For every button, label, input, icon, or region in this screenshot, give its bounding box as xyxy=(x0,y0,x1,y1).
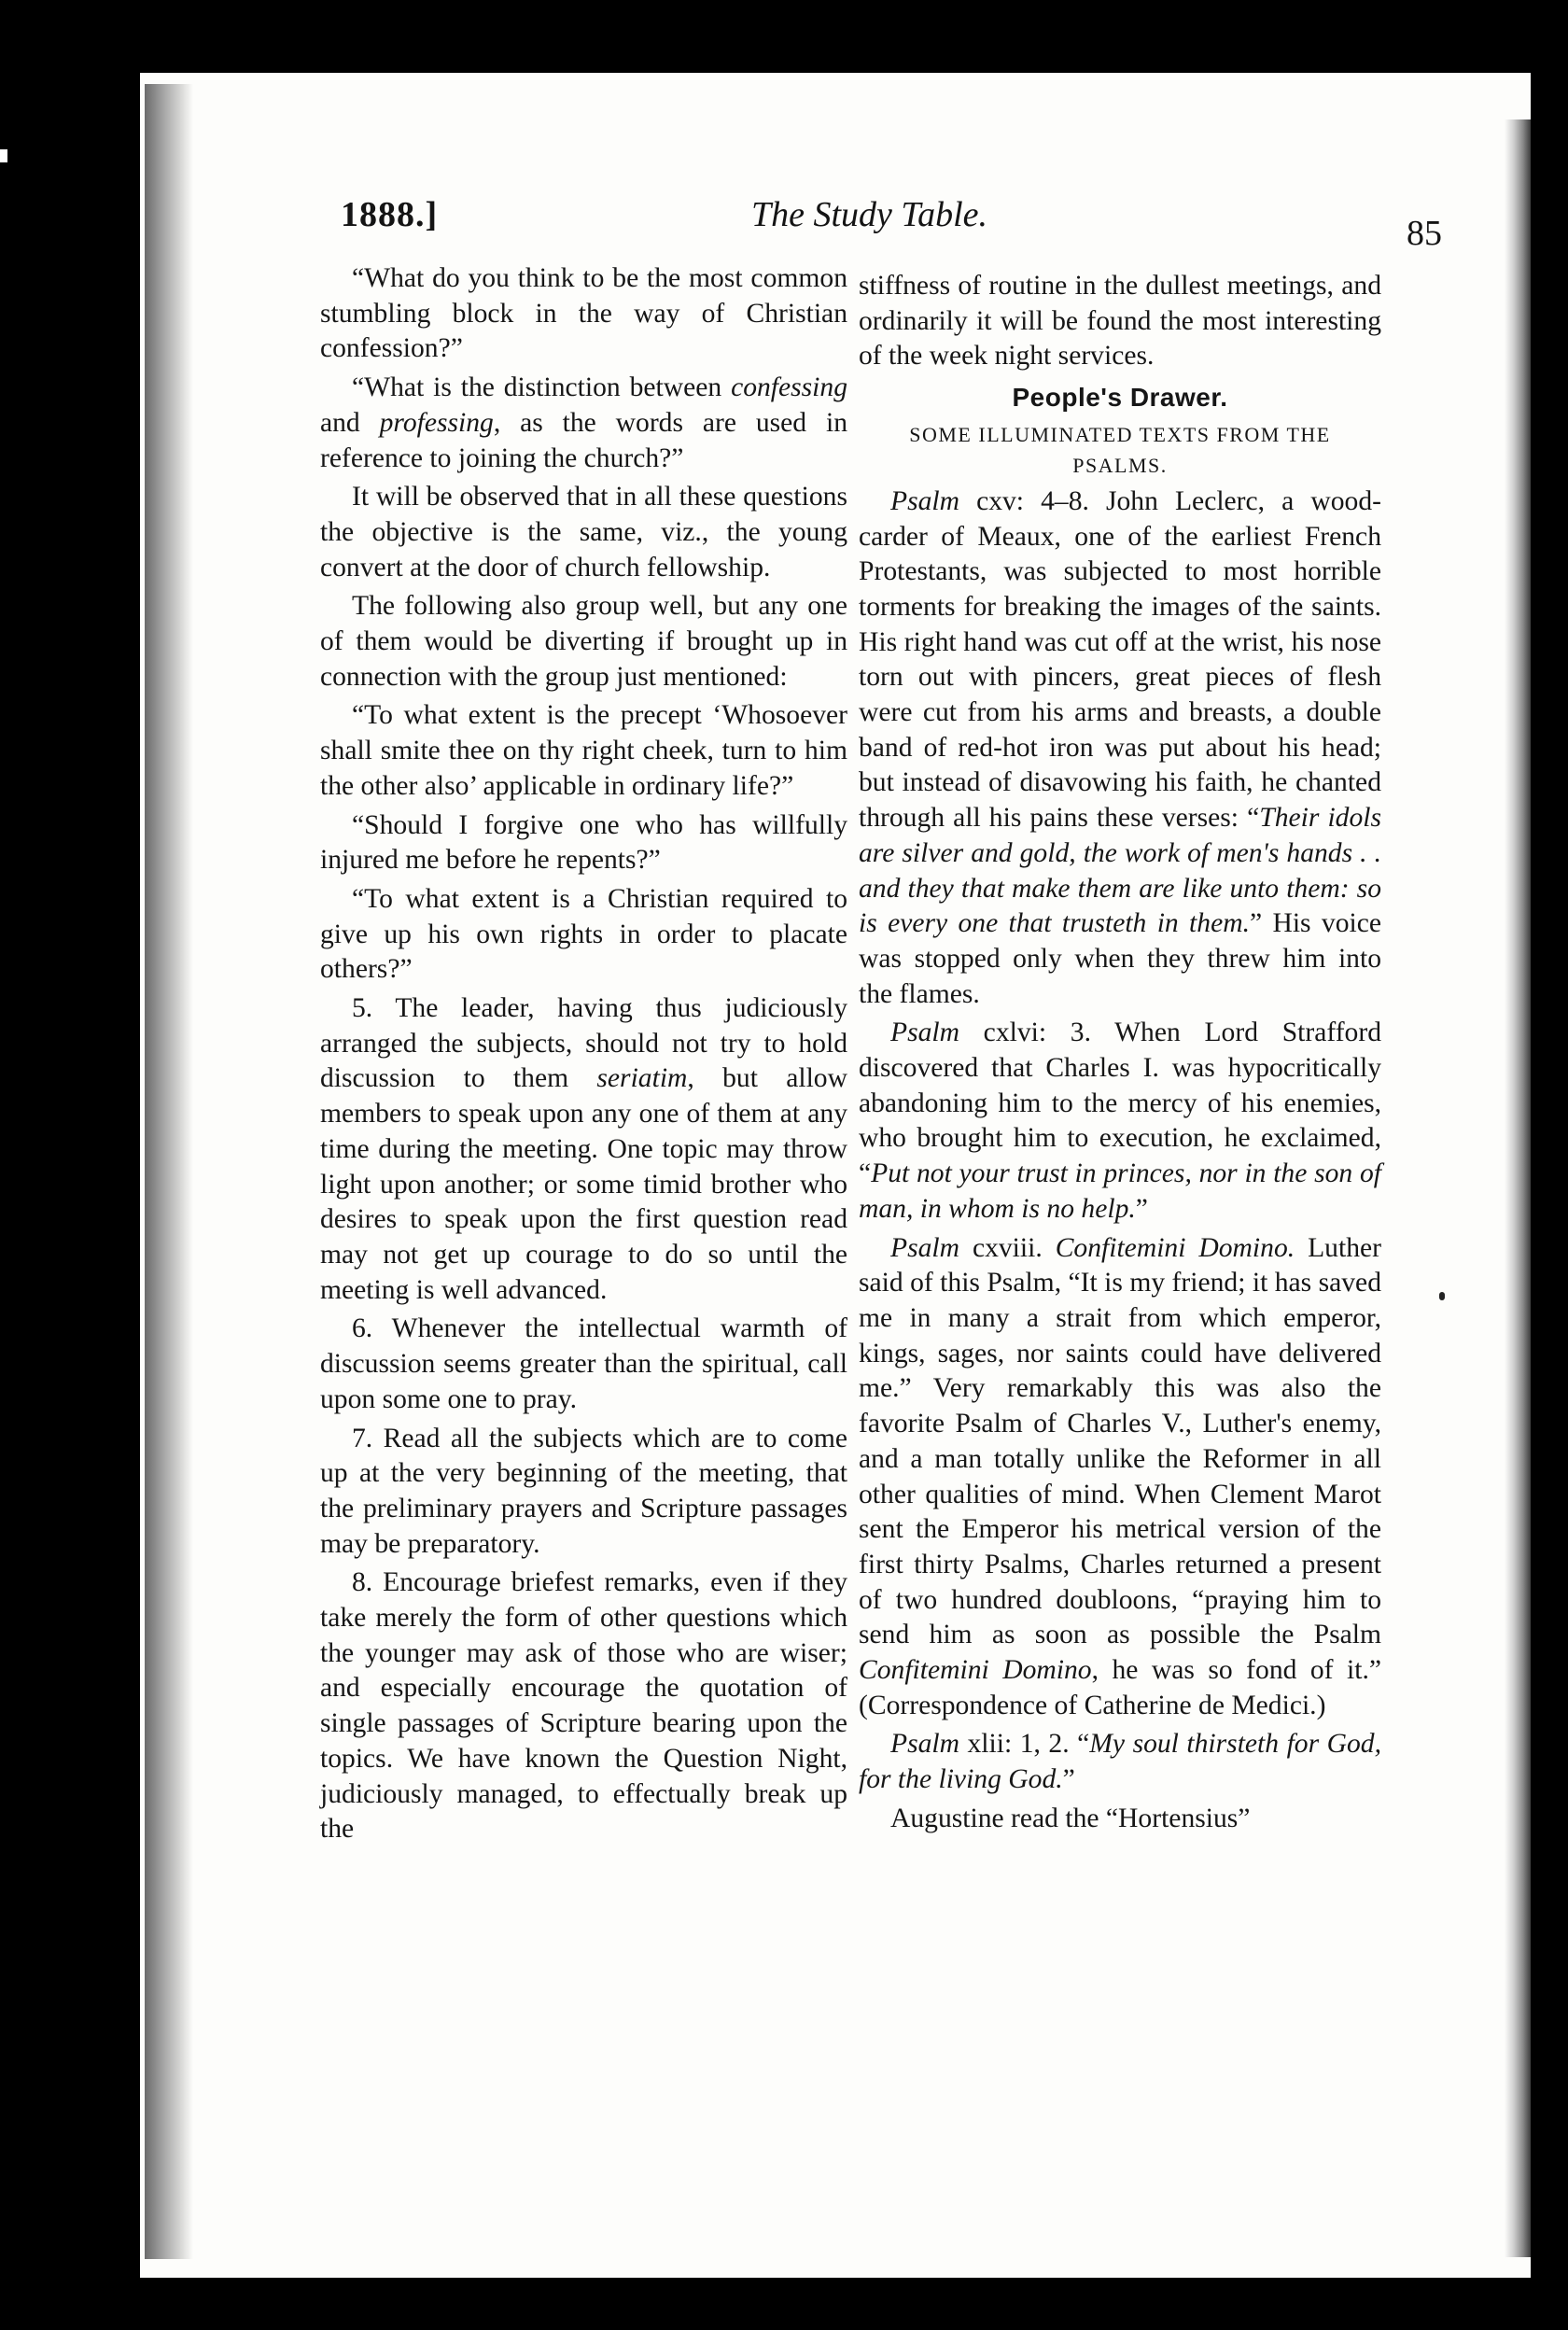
body-paragraph: 8. Encourage briefest remarks, even if they take merely the form of other questions which the younger may ask of those who are wiser; and especially encourage the quotation of single passages of Scripture bearing upon the topics. We have known the Question Night, judiciously managed, to effectually break up the xyxy=(320,1567,847,1845)
body-paragraph: 6. Whenever the intellectual warmth of discussion seems greater than the spiritual, call upon some one to pray. xyxy=(320,1313,847,1414)
body-paragraph: “What is the distinction between confessing and professing, as the words are used in reference to joining the church?” xyxy=(320,372,847,473)
section-heading: People's Drawer. xyxy=(1012,383,1228,413)
header-year: 1888.] xyxy=(341,195,439,234)
continuation-paragraph: stiffness of routine in the dullest meetings, and ordinarily it will be found the most interesting of the week night services. xyxy=(859,271,1381,372)
body-paragraph: “Should I forgive one who has willfully injured me before he repents?” xyxy=(320,809,847,876)
body-paragraph: The following also group well, but any one of them would be diverting if brought up in connection with the group just mentioned: xyxy=(320,591,847,692)
right-column xyxy=(859,269,1381,1841)
psalm-paragraph: Psalm cxlvi: 3. When Lord Strafford discovered that Charles I. was hypocritically abandoning him to the mercy of his enemies, who brought him to execution, he exclaimed, “Put not your trust in princes, nor in the son of man, in whom is no help.” xyxy=(859,1018,1381,1224)
psalm-paragraph: Psalm cxv: 4–8. John Leclerc, a wood-carder of Meaux, one of the earliest French Protestants, was subjected to most horrible torments for breaking the images of the saints. His right hand was cut off at the wrist, his nose torn out with pincers, great pieces of flesh were cut from his arms and breasts, a double band of red-hot iron was put about his head; but instead of disavowing his faith, he chanted through all his pains these verses: “Their idols are silver and gold, the work of men's hands . . and they that make them are like unto them: so is every one that trusteth in them.” His voice was stopped only when they threw him into the flames. xyxy=(859,485,1381,1009)
body-paragraph: 7. Read all the subjects which are to come up at the very beginning of the meeting, that the preliminary prayers and Scripture passages may be preparatory. xyxy=(320,1423,847,1559)
section-subheading: SOME ILLUMINATED TEXTS FROM THE PSALMS. xyxy=(909,422,1331,477)
running-header xyxy=(341,194,1442,253)
page-number: 85 xyxy=(1407,214,1442,253)
page-edge-shadow xyxy=(1505,119,1531,2257)
psalm-paragraph: Psalm cxviii. Confitemini Domino. Luther said of this Psalm, “It is my friend; it has saved me in many a strait from which emperor, kings, sages, nor saints could have delivered me.” Very remarkably this was also the favorite Psalm of Charles V., Luther's enemy, and a man totally unlike the Reformer in all other qualities of mind. When Clement Marot sent the Emperor his metrical version of the first thirty Psalms, Charles returned a present of two hundred doubloons, “praying him to send him as soon as possible the Psalm Confitemini Domino, he was so fond of it.” (Correspondence of Catherine de Medici.) xyxy=(859,1232,1381,1720)
body-paragraph: “To what extent is a Christian required to give up his own rights in order to placate others?” xyxy=(320,883,847,985)
body-paragraph: It will be observed that in all these questions the objective is the same, viz., the young convert at the door of church fellowship. xyxy=(320,482,847,582)
body-paragraph: 5. The leader, having thus judiciously arranged the subjects, should not try to hold discussion to them seriatim, but allow members to speak upon any one of them at any time during the meeting. One topic may throw light upon another; or some timid brother who desires to speak upon the first question read may not get up courage to do so until the meeting is well advanced. xyxy=(320,993,847,1305)
body-paragraph: “What do you think to be the most common stumbling block in the way of Christian confession?” xyxy=(320,263,847,364)
scan-edge-mark xyxy=(0,149,7,162)
ink-speck xyxy=(1439,1292,1445,1300)
left-column xyxy=(320,261,847,1851)
body-paragraph: “To what extent is the precept ‘Whosoever shall smite thee on thy right cheek, turn to him the other also’ applicable in ordinary life?” xyxy=(320,700,847,801)
page-gutter-shadow xyxy=(145,84,193,2259)
psalm-entries xyxy=(859,484,1381,1837)
psalm-paragraph: Psalm xlii: 1, 2. “My soul thirsteth for God, for the living God.” xyxy=(859,1729,1381,1795)
psalm-paragraph: Augustine read the “Hortensius” xyxy=(890,1803,1251,1833)
header-title: The Study Table. xyxy=(751,195,987,234)
